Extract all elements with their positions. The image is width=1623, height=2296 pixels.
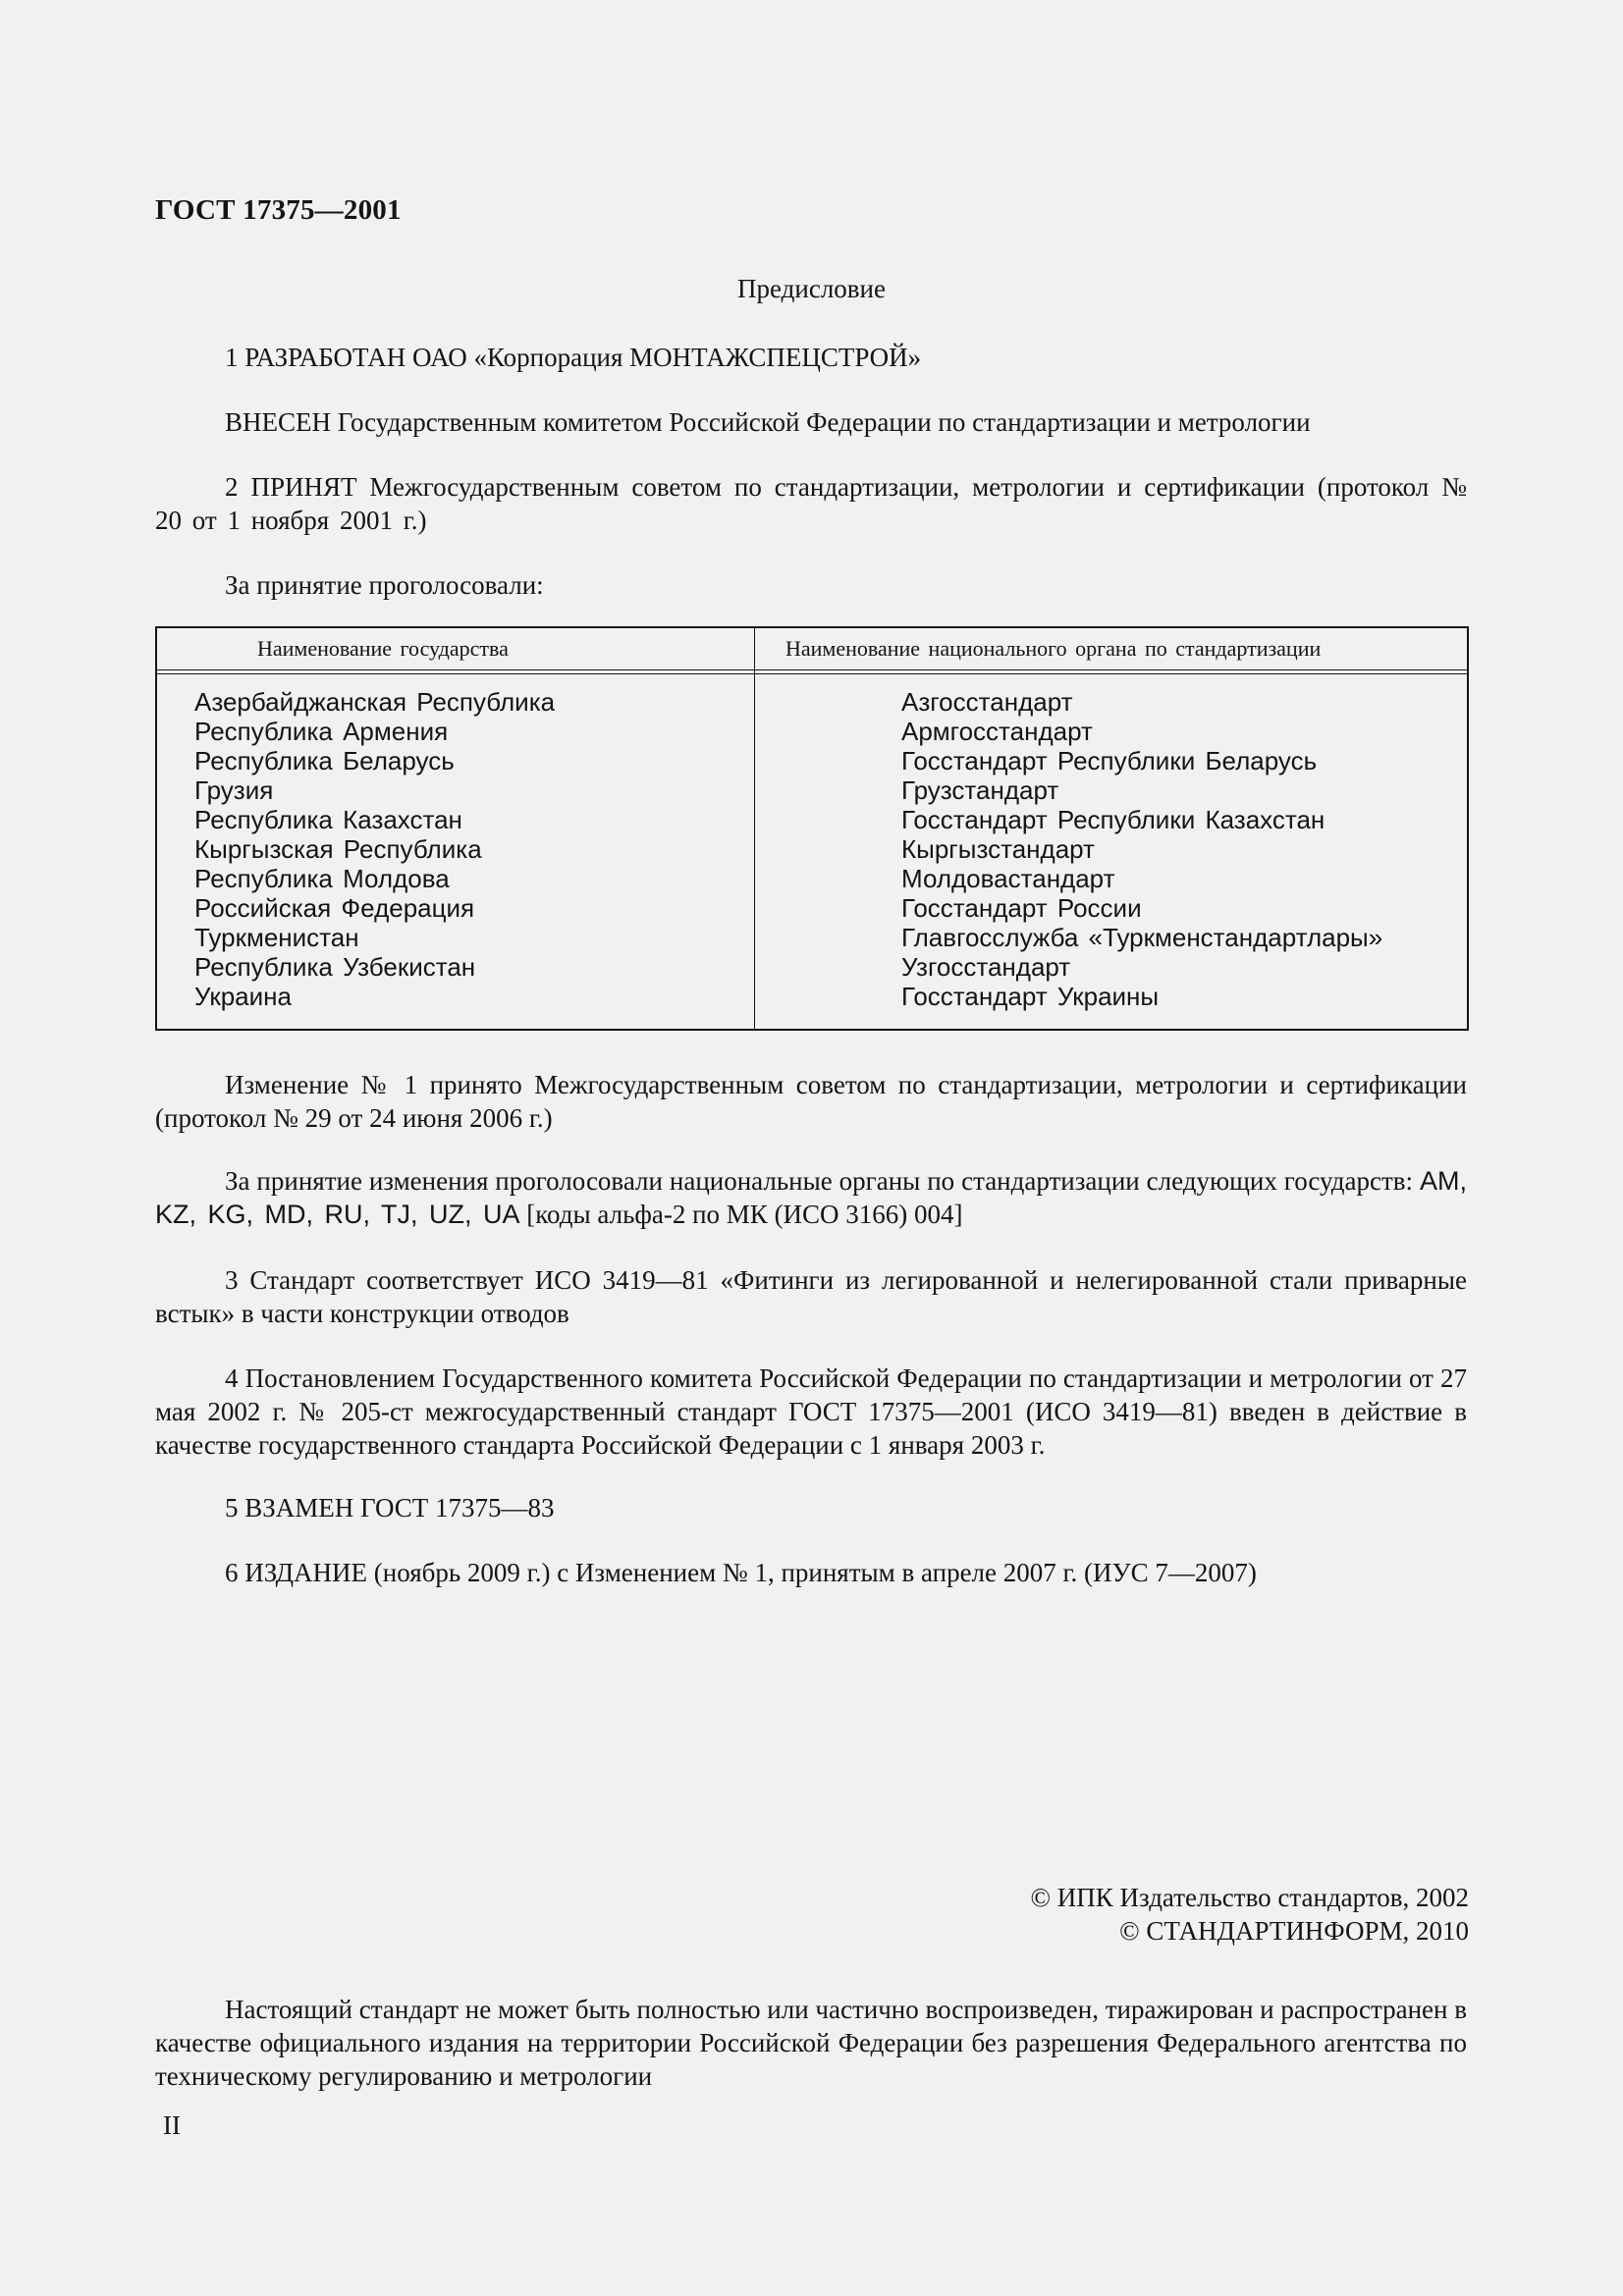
list-item: Российская Федерация <box>194 893 475 923</box>
foreword-title: Предисловие <box>737 274 886 303</box>
list-item: Республика Молдова <box>194 864 450 893</box>
vote-table <box>155 626 1469 1031</box>
list-item: Кыргызская Республика <box>194 834 482 864</box>
amendment-adopted: Изменение № 1 принято Межгосударственным советом по стандартизации, метрологии и сертификации (протокол № 29 от 24 июня 2006 г.) <box>155 1070 1467 1133</box>
table-column-divider <box>754 628 755 1029</box>
amendment-voted-suffix: [коды альфа-2 по МК (ИСО 3166) 004] <box>519 1200 963 1229</box>
list-item: Республика Казахстан <box>194 805 462 834</box>
list-item: Госстандарт Украины <box>901 982 1160 1011</box>
list-item: Азгосстандарт <box>901 687 1073 717</box>
amendment-voted-prefix: За принятие изменения проголосовали национальные органы по стандартизации следующих государств: <box>225 1166 1420 1196</box>
list-item: Госстандарт России <box>901 893 1142 923</box>
copyright-line-1: © ИПК Издательство стандартов, 2002 <box>1030 1883 1469 1912</box>
item-edition: 6 ИЗДАНИЕ (ноябрь 2009 г.) с Изменением № 1, принятым в апреле 2007 г. (ИУС 7—2007) <box>225 1558 1257 1587</box>
item-resolution: 4 Постановлением Государственного комитета Российской Федерации по стандартизации и метрологии от 27 мая 2002 г. № 205-ст межгосударственный стандарт ГОСТ 17375—2001 (ИСО 3419—81) введен в действие в качестве государственного стандарта Российской Федерации с 1 января 2003 г. <box>155 1363 1467 1460</box>
list-item: Узгосстандарт <box>901 952 1071 982</box>
bodies-list <box>901 687 1382 1011</box>
list-item: Азербайджанская Республика <box>194 687 556 717</box>
item-introduced: ВНЕСЕН Государственным комитетом Российской Федерации по стандартизации и метрологии <box>225 407 1311 437</box>
list-item: Республика Армения <box>194 717 449 746</box>
table-header-body: Наименование национального органа по стандартизации <box>785 636 1322 661</box>
table-header-double-rule <box>157 673 1467 674</box>
item-developed: 1 РАЗРАБОТАН ОАО «Корпорация МОНТАЖСПЕЦСТРОЙ» <box>225 343 922 372</box>
amendment-voted <box>155 1164 1467 1231</box>
item-conformity: 3 Стандарт соответствует ИСО 3419—81 «Фитинги из легированной и нелегированной стали приварные встык» в части конструкции отводов <box>155 1265 1467 1328</box>
amendment-country-codes: AM, KZ, KG, MD, RU, TJ, UZ, UA <box>155 1166 1467 1229</box>
copyright-line-2: © СТАНДАРТИНФОРМ, 2010 <box>1119 1916 1469 1946</box>
list-item: Туркменистан <box>194 923 359 952</box>
list-item: Госстандарт Республики Казахстан <box>901 805 1325 834</box>
voted-intro: За принятие проголосовали: <box>225 570 544 600</box>
list-item: Армгосстандарт <box>901 717 1093 746</box>
list-item: Республика Узбекистан <box>194 952 476 982</box>
list-item: Республика Беларусь <box>194 746 455 775</box>
page-number: II <box>163 2110 181 2140</box>
list-item: Главгосслужба «Туркменстандартлары» <box>901 923 1383 952</box>
list-item: Молдовастандарт <box>901 864 1115 893</box>
list-item: Украина <box>194 982 292 1011</box>
list-item: Кыргызстандарт <box>901 834 1095 864</box>
list-item: Грузстандарт <box>901 775 1059 805</box>
list-item: Госстандарт Республики Беларусь <box>901 746 1318 775</box>
item-replaces: 5 ВЗАМЕН ГОСТ 17375—83 <box>225 1493 555 1522</box>
copyright-block <box>585 1881 1469 1948</box>
states-list <box>194 687 555 1011</box>
reproduction-notice: Настоящий стандарт не может быть полностью или частично воспроизведен, тиражирован и распространен в качестве официального издания на территории Российской Федерации без разрешения Федерального агентства по техническому регулированию и метрологии <box>155 1995 1467 2091</box>
standard-code: ГОСТ 17375—2001 <box>155 194 402 226</box>
table-header-state: Наименование государства <box>257 636 509 661</box>
list-item: Грузия <box>194 775 274 805</box>
item-adopted: 2 ПРИНЯТ Межгосударственным советом по стандартизации, метрологии и сертификации (протокол № 20 от 1 ноября 2001 г.) <box>155 472 1467 535</box>
